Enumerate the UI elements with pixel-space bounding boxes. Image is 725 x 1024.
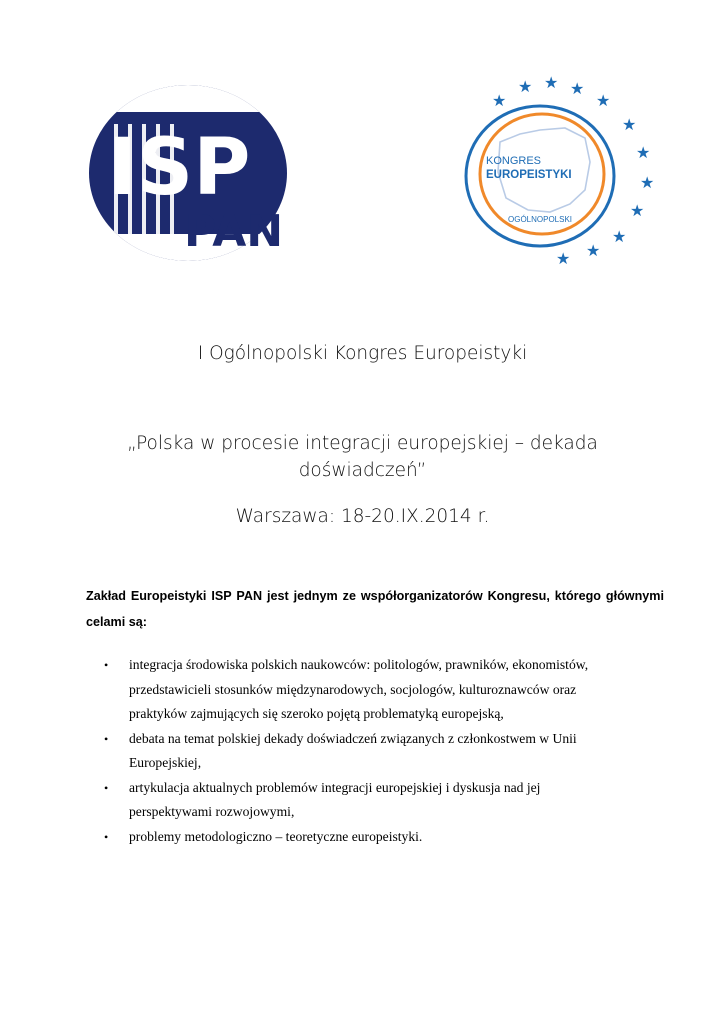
- isp-text: ISP: [108, 123, 251, 213]
- subtitle-line-2: doświadczeń”: [298, 460, 427, 481]
- congress-title: I Ogólnopolski Kongres Europeistyki: [197, 343, 528, 364]
- goal-line: praktyków zajmujących się szeroko pojętą problematyką europejską,: [129, 706, 504, 721]
- svg-text:★: ★: [544, 73, 559, 92]
- goal-line: artykulacja aktualnych problemów integracji europejskiej i dyskusja nad jej: [129, 779, 541, 795]
- subtitle-line-1: „Polska w procesie integracji europejskiej – dekada: [127, 433, 598, 454]
- svg-text:★: ★: [492, 91, 507, 110]
- congress-subtitle: [0, 430, 725, 484]
- intro-line-2: celami są:: [86, 615, 147, 629]
- goal-line: problemy metodologiczno – teoretyczne europeistyki.: [129, 828, 423, 844]
- bullet-icon: •: [104, 829, 109, 844]
- goal-line: przedstawicieli stosunków międzynarodowych, socjologów, kulturoznawców oraz: [129, 681, 577, 697]
- goal-item: [104, 776, 664, 825]
- bullet-icon: •: [104, 658, 109, 672]
- svg-text:★: ★: [596, 91, 611, 110]
- svg-text:★: ★: [630, 201, 645, 220]
- bullet-icon: •: [104, 780, 109, 795]
- bullet-icon: •: [104, 731, 109, 746]
- svg-text:★: ★: [518, 77, 533, 96]
- goals-list: [104, 653, 664, 849]
- pan-text: PAN: [184, 206, 284, 257]
- goal-line: integracja środowiska polskich naukowców: politologów, prawników, ekonomistów,: [129, 657, 589, 672]
- goal-line: Europejskiej,: [129, 755, 202, 770]
- svg-text:★: ★: [640, 173, 655, 192]
- svg-text:★: ★: [556, 249, 571, 268]
- goal-line: perspektywami rozwojowymi,: [129, 804, 295, 819]
- ogolnopolski-text: OGÓLNOPOLSKI: [508, 215, 573, 224]
- svg-text:★: ★: [586, 241, 601, 260]
- isp-pan-logo: [88, 84, 288, 262]
- place-and-date: Warszawa: 18-20.IX.2014 r.: [235, 506, 490, 527]
- kongres-europeistyki-logo: [440, 72, 666, 272]
- svg-text:★: ★: [622, 115, 637, 134]
- svg-text:★: ★: [636, 143, 651, 162]
- goal-line: debata na temat polskiej dekady doświadczeń związanych z członkostwem w Unii: [129, 730, 577, 746]
- europeistyki-text: EUROPEISTYKI: [486, 169, 572, 181]
- goal-item: [104, 727, 664, 776]
- intro-line-1: Zakład Europeistyki ISP PAN jest jednym ze współorganizatorów Kongresu, którego głównymi: [86, 589, 664, 603]
- goal-item: [104, 653, 664, 727]
- svg-text:★: ★: [612, 227, 627, 246]
- goal-item: [104, 825, 664, 850]
- svg-text:★: ★: [570, 79, 585, 98]
- kongres-text: KONGRES: [486, 155, 542, 167]
- intro-paragraph: [86, 583, 664, 635]
